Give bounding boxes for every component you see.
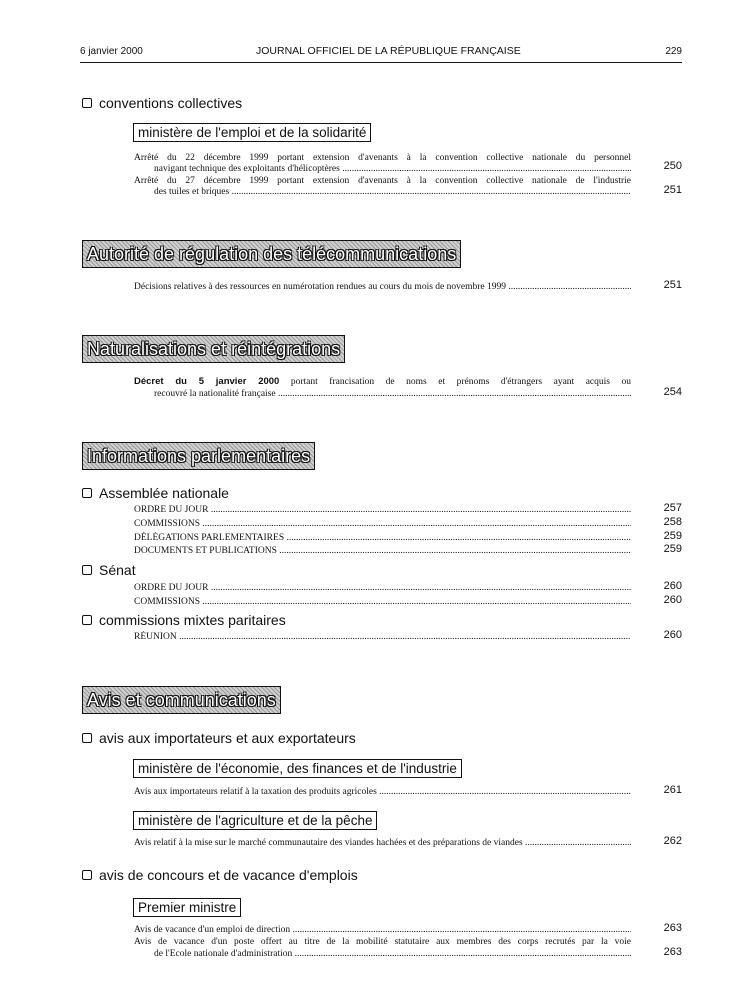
entry-line-leader: Avis aux importateurs relatif à la taxation des produits agricoles .....: [134, 786, 631, 798]
checkbox-square-icon: [82, 98, 92, 108]
entry-page: 257: [663, 502, 682, 514]
subheading-conventions: conventions collectives: [82, 95, 242, 111]
list-item: COMMISSIONS .....: [134, 596, 631, 608]
banner-avis: Avis et communications: [82, 686, 281, 714]
entry-page: 259: [663, 543, 682, 555]
entry-page: 251: [663, 184, 682, 196]
list-item: ORDRE DU JOUR .....: [134, 504, 631, 516]
entry-line: Arrêté du 27 décembre 1999 portant extension d'avenants à la convention collective nationale de l'industrie: [134, 176, 631, 186]
entry-line-leader: Avis de vacance d'un emploi de direction .....: [134, 924, 631, 936]
subheading-assemblee: Assemblée nationale: [82, 485, 229, 501]
entry-page: 260: [663, 580, 682, 592]
subheading-concours: avis de concours et de vacance d'emplois: [82, 867, 358, 883]
banner-telecom: Autorité de régulation des télécommunications: [82, 240, 461, 268]
entry-page: 262: [663, 835, 682, 847]
entry-page: 263: [663, 922, 682, 934]
entry-line: Avis de vacance d'un poste offert au titre de la mobilité statutaire aux membres des corps recrutés par la voie: [134, 937, 631, 947]
list-item: COMMISSIONS .....: [134, 518, 631, 530]
entry-line: Arrêté du 22 décembre 1999 portant extension d'avenants à la convention collective nationale du personnel: [134, 153, 631, 163]
entry-line: Décret du 5 janvier 2000 portant francisation de noms et prénoms d'étrangers ayant acquis ou: [134, 376, 631, 387]
header-page-number: 229: [665, 46, 682, 57]
ministry-box-emploi: ministère de l'emploi et de la solidarité: [133, 123, 371, 142]
entry-line-leader: des tuiles et briques .....: [154, 186, 631, 198]
list-item: DÉLÉGATIONS PARLEMENTAIRES .....: [134, 532, 631, 544]
subheading-senat: Sénat: [82, 562, 136, 578]
ministry-box-agriculture: ministère de l'agriculture et de la pêche: [133, 811, 377, 830]
entry-page: 254: [663, 386, 682, 398]
entry-line-leader: Décisions relatives à des ressources en numérotation rendues au cours du mois de novembre 1999 .....: [134, 281, 631, 293]
entry-page: 259: [663, 530, 682, 542]
entry-page: 261: [663, 784, 682, 796]
ministry-box-economie: ministère de l'économie, des finances et de l'industrie: [133, 759, 462, 778]
entry-line-leader: navigant technique des exploitants d'hélicoptères .....: [154, 163, 631, 175]
checkbox-square-icon: [82, 565, 92, 575]
checkbox-square-icon: [82, 733, 92, 743]
subheading-commissions-mixtes: commissions mixtes paritaires: [82, 612, 286, 628]
page-header: [80, 44, 682, 63]
entry-page: 258: [663, 516, 682, 528]
entry-page: 251: [663, 279, 682, 291]
entry-page: 260: [663, 594, 682, 606]
banner-naturalisations: Naturalisations et réintégrations: [82, 335, 345, 363]
checkbox-square-icon: [82, 615, 92, 625]
entry-page: 263: [663, 946, 682, 958]
list-item: DOCUMENTS ET PUBLICATIONS .....: [134, 545, 631, 557]
entry-line-leader: de l'Ecole nationale d'administration .....: [154, 948, 631, 960]
ministry-box-premier-ministre: Premier ministre: [133, 898, 241, 917]
checkbox-square-icon: [82, 870, 92, 880]
subheading-importateurs: avis aux importateurs et aux exportateurs: [82, 730, 356, 746]
banner-parlementaires: Informations parlementaires: [82, 442, 315, 470]
list-item: ORDRE DU JOUR .....: [134, 582, 631, 594]
checkbox-square-icon: [82, 488, 92, 498]
header-title: JOURNAL OFFICIEL DE LA RÉPUBLIQUE FRANÇAISE: [256, 45, 521, 57]
entry-page: 250: [663, 160, 682, 172]
header-date: 6 janvier 2000: [80, 46, 143, 57]
entry-line-leader: recouvré la nationalité française .....: [154, 388, 631, 400]
list-item: RÉUNION .....: [134, 631, 631, 643]
entry-line-leader: Avis relatif à la mise sur le marché communautaire des viandes hachées et des préparations de viandes .....: [134, 837, 631, 849]
entry-page: 260: [663, 629, 682, 641]
